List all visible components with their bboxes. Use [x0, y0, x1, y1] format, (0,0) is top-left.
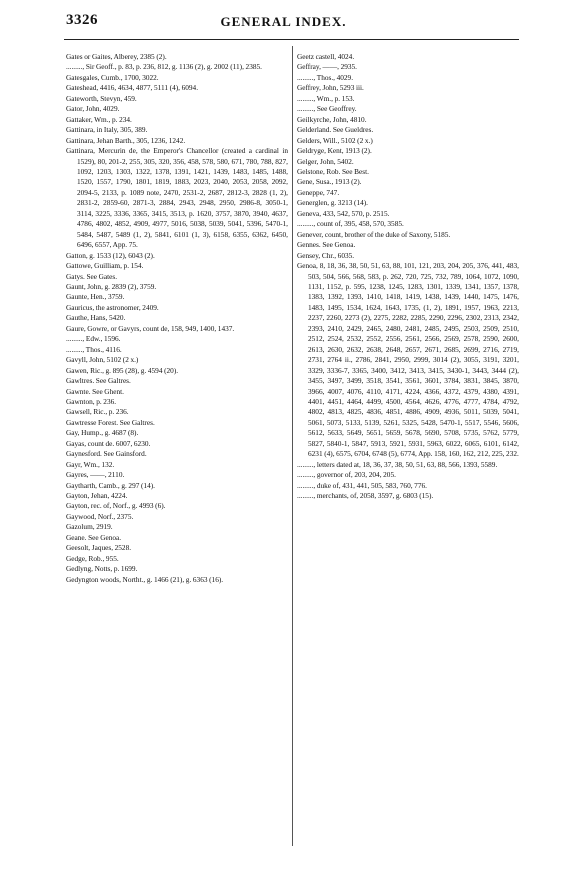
index-entry: ........., letters dated at, 18, 36, 37, 38, 50, 51, 63, 88, 566, 1393, 5589.: [297, 459, 498, 469]
index-entry: Geane. See Genoa.: [66, 532, 122, 542]
index-entry: Geneva, 433, 542, 570, p. 2515.: [297, 208, 390, 218]
index-entry: Gaywood, Norf., 2375.: [66, 511, 134, 521]
index-entry: Gazolum, 2919.: [66, 522, 113, 532]
index-entry: ........., merchants, of, 2058, 3597, g. 6803 (15).: [297, 491, 434, 501]
page-number: 3326: [66, 12, 98, 28]
index-entry: Gawnton, p. 236.: [66, 396, 117, 406]
index-entry: Gawtresse Forest. See Galtres.: [66, 417, 155, 427]
index-entry: Genever, count, brother of the duke of Saxony, 5185.: [297, 229, 451, 239]
index-entry: ........., Edw., 1596.: [66, 334, 121, 344]
column-divider: [292, 46, 293, 846]
index-entry: Gaunte, Hen., 3759.: [66, 292, 125, 302]
index-entry: Gensey, Chr., 6035.: [297, 250, 355, 260]
index-entry: Generglen, g. 3213 (14).: [297, 198, 369, 208]
index-entry: Gennes. See Genoa.: [297, 240, 356, 250]
index-entry: Geilkyrche, John, 4810.: [297, 114, 367, 124]
index-entry: Gay, Hump., g. 4687 (8).: [66, 428, 139, 438]
index-entry: ........., Thos., 4029.: [297, 72, 354, 82]
index-entry: ........., Wm., p. 153.: [297, 93, 355, 103]
index-entry: Geldryge, Kent, 1913 (2).: [297, 146, 372, 156]
index-entry: Gawsell, Ric., p. 236.: [66, 407, 129, 417]
page-title: GENERAL INDEX.: [220, 14, 347, 29]
index-entry: Gedyngton woods, Northt., g. 1466 (21), g. 6363 (16).: [66, 574, 224, 584]
index-entry: Gedge, Rob., 955.: [66, 553, 119, 563]
index-entry: Gawen, Ric., g. 895 (28), g. 4594 (20).: [66, 365, 179, 375]
index-entry: Gelger, John, 5402.: [297, 156, 354, 166]
index-entry: ........., Sir Geoff., p. 83, p. 236, 812, g. 1136 (2), g. 2002 (11), 2385.: [66, 62, 262, 72]
index-entry: Gelders, Will., 5102 (2 x.): [297, 135, 373, 145]
index-entry: Gattinara, Mercurin de, the Emperor's Chancellor (created a cardinal in 1529), 80, 201-2, 255, 305, 320, 356, 458, 578, 580, 671, 780, 788, 827, 1092, 1203, 1303, 1322, 1378, 1391, 1421, 1439, 1483, 1485, 1488, 1520, 1557, 1790, 1801, 1819, 1883, 2023, 2040, 2053, 2058, 2092, 2094-5, 2133, p. 1089 note, 2470, 2531-2, 2687, 2812-3, 2828 (1, 2), 2831-2, 2859-60, 2871-3, 2884, 2943, 2948, 2950, 2986-8, 3050-1, 3114, 3225, 3336, 3365, 3415, 3513, p. 1620, 3757, 3870, 3940, 4637, 4786, 4802, 4852, 4909, 4977, 5016, 5038, 5039, 5041, 5396, 5470-1, 5484, 5487, 5489 (1, 2), 5841, 6101 (1, 3), 6158, 6355, 6362, 6450, 6496, 6557, App. 75.: [66, 146, 288, 250]
index-entry: Gayres, ——, 2110.: [66, 470, 125, 480]
index-entry: Gatys. See Gates.: [66, 271, 118, 281]
index-entry: Geffrey, John, 5293 iii.: [297, 83, 364, 93]
index-entry: Genoa, 8, 18, 36, 38, 50, 51, 63, 88, 101, 121, 203, 204, 205, 376, 441, 483, 503, 504, 566, 568, 583, p. 262, 720, 725, 732, 789, 1064, 1072, 1090, 1131, 1152, p. 595, 1238, 1245, 1283, 1301, 1339, 1341, 1357, 1378, 1383, 1392, 1393, 1410, 1418, 1419, 1438, 1439, 1440, 1475, 1476, 1483, 1495, 1534, 1624, 1643, 1735, (1, 2), 1891, 1957, 1963, 2213, 2237, 2260, 2273 (2), 2275, 2282, 2285, 2290, 2296, 2302, 2313, 2342, 2393, 2410, 2429, 2465, 2480, 2481, 2485, 2495, 2503, 2509, 2510, 2512, 2524, 2532, 2552, 2556, 2561, 2566, 2569, 2578, 2590, 2600, 2613, 2630, 2632, 2638, 2648, 2657, 2671, 2685, 2699, 2716, 2719, 2731, 2764 ii., 2786, 2841, 2950, 2999, 3014 (2), 3055, 3191, 3201, 3329, 3336-7, 3365, 3400, 3412, 3413, 3415, 3430-1, 3443, 3444 (2), 3455, 3497, 3499, 3518, 3541, 3561, 3601, 3784, 3831, 3845, 3870, 3966, 4007, 4076, 4110, 4171, 4224, 4366, 4372, 4379, 4380, 4391, 4401, 4451, 4464, 4499, 4500, 4564, 4626, 4776, 4777, 4784, 4792, 4802, 4813, 4825, 4836, 4851, 4886, 4909, 4936, 5011, 5039, 5041, 5061, 5073, 5133, 5139, 5261, 5325, 5428, 5470-1, 5517, 5546, 5606, 5612, 5633, 5649, 5651, 5659, 5678, 5690, 5708, 5735, 5762, 5779, 5827, 5840-1, 5847, 5913, 5921, 5931, 5963, 6022, 6065, 6101, 6142, 6231 (4), 6575, 6704, 6748 (5), 6774, App. 158, 160, 162, 212, 225, 232.: [297, 261, 519, 459]
index-entry: Gatesgales, Cumb., 1700, 3022.: [66, 72, 159, 82]
index-entry: Gelstone, Rob. See Best.: [297, 166, 369, 176]
index-entry: Gateworth, Stevyn, 459.: [66, 93, 137, 103]
index-entry: Gaure, Gowre, or Gavyrs, count de, 158, 949, 1400, 1437.: [66, 323, 235, 333]
index-entry: Geetz castell, 4024.: [297, 52, 355, 61]
index-entry: Gauricus, the astronomer, 2409.: [66, 302, 159, 312]
index-entry: Gedlyng, Notts, p. 1699.: [66, 564, 138, 574]
index-entry: Gattowe, Guilliam, p. 154.: [66, 261, 144, 271]
index-entry: Gattinara, in Italy, 305, 389.: [66, 125, 148, 135]
index-entry: ........., Thos., 4116.: [66, 344, 122, 354]
index-entry: ........., governor of, 203, 204, 205.: [297, 470, 396, 480]
index-entry: Gawnte. See Ghent.: [66, 386, 124, 396]
index-entry: Gaytharth, Camb., g. 297 (14).: [66, 480, 155, 490]
index-entry: Gayas, count de. 6007, 6230.: [66, 438, 151, 448]
index-entry: Gateshead, 4416, 4634, 4877, 5111 (4), 6094.: [66, 83, 199, 93]
index-entry: Geffray, ——, 2935.: [297, 62, 357, 72]
index-entry: Geesolt, Jaques, 2528.: [66, 543, 132, 553]
page-header: [0, 12, 567, 34]
index-entry: ........., count of, 395, 458, 570, 3585.: [297, 219, 404, 229]
index-entry: Gator, John, 4029.: [66, 104, 120, 114]
index-entry: Gates or Gaites, Alberey, 2385 (2).: [66, 52, 167, 61]
index-entry: Gaunt, John, g. 2839 (2), 3759.: [66, 281, 157, 291]
right-column: [297, 52, 519, 501]
index-entry: Gene, Susa., 1913 (2).: [297, 177, 362, 187]
index-entry: Geneppe, 747.: [297, 187, 340, 197]
index-entry: Gayr, Wm., 132.: [66, 459, 115, 469]
index-entry: Gaynesford. See Gainsford.: [66, 449, 147, 459]
index-entry: Gattaker, Wm., p. 234.: [66, 114, 132, 124]
header-rule: [64, 39, 519, 40]
left-column: [66, 52, 288, 585]
index-entry: Gavyll, John, 5102 (2 x.): [66, 355, 139, 365]
index-entry: Gawltres. See Galtres.: [66, 376, 131, 386]
index-entry: Gatton, g. 1533 (12), 6043 (2).: [66, 250, 155, 260]
index-entry: ........., See Geoffrey.: [297, 104, 357, 114]
index-entry: Gattinara, Jehan Barth., 305, 1236, 1242.: [66, 135, 186, 145]
index-entry: Gayton, Jehan, 4224.: [66, 491, 128, 501]
index-entry: Gayton, rec. of, Norf., g. 4993 (6).: [66, 501, 166, 511]
index-entry: Gauthe, Hans, 5420.: [66, 313, 126, 323]
index-entry: ........., duke of, 431, 441, 505, 583, 760, 776.: [297, 480, 427, 490]
index-entry: Gelderland. See Gueldres.: [297, 125, 374, 135]
